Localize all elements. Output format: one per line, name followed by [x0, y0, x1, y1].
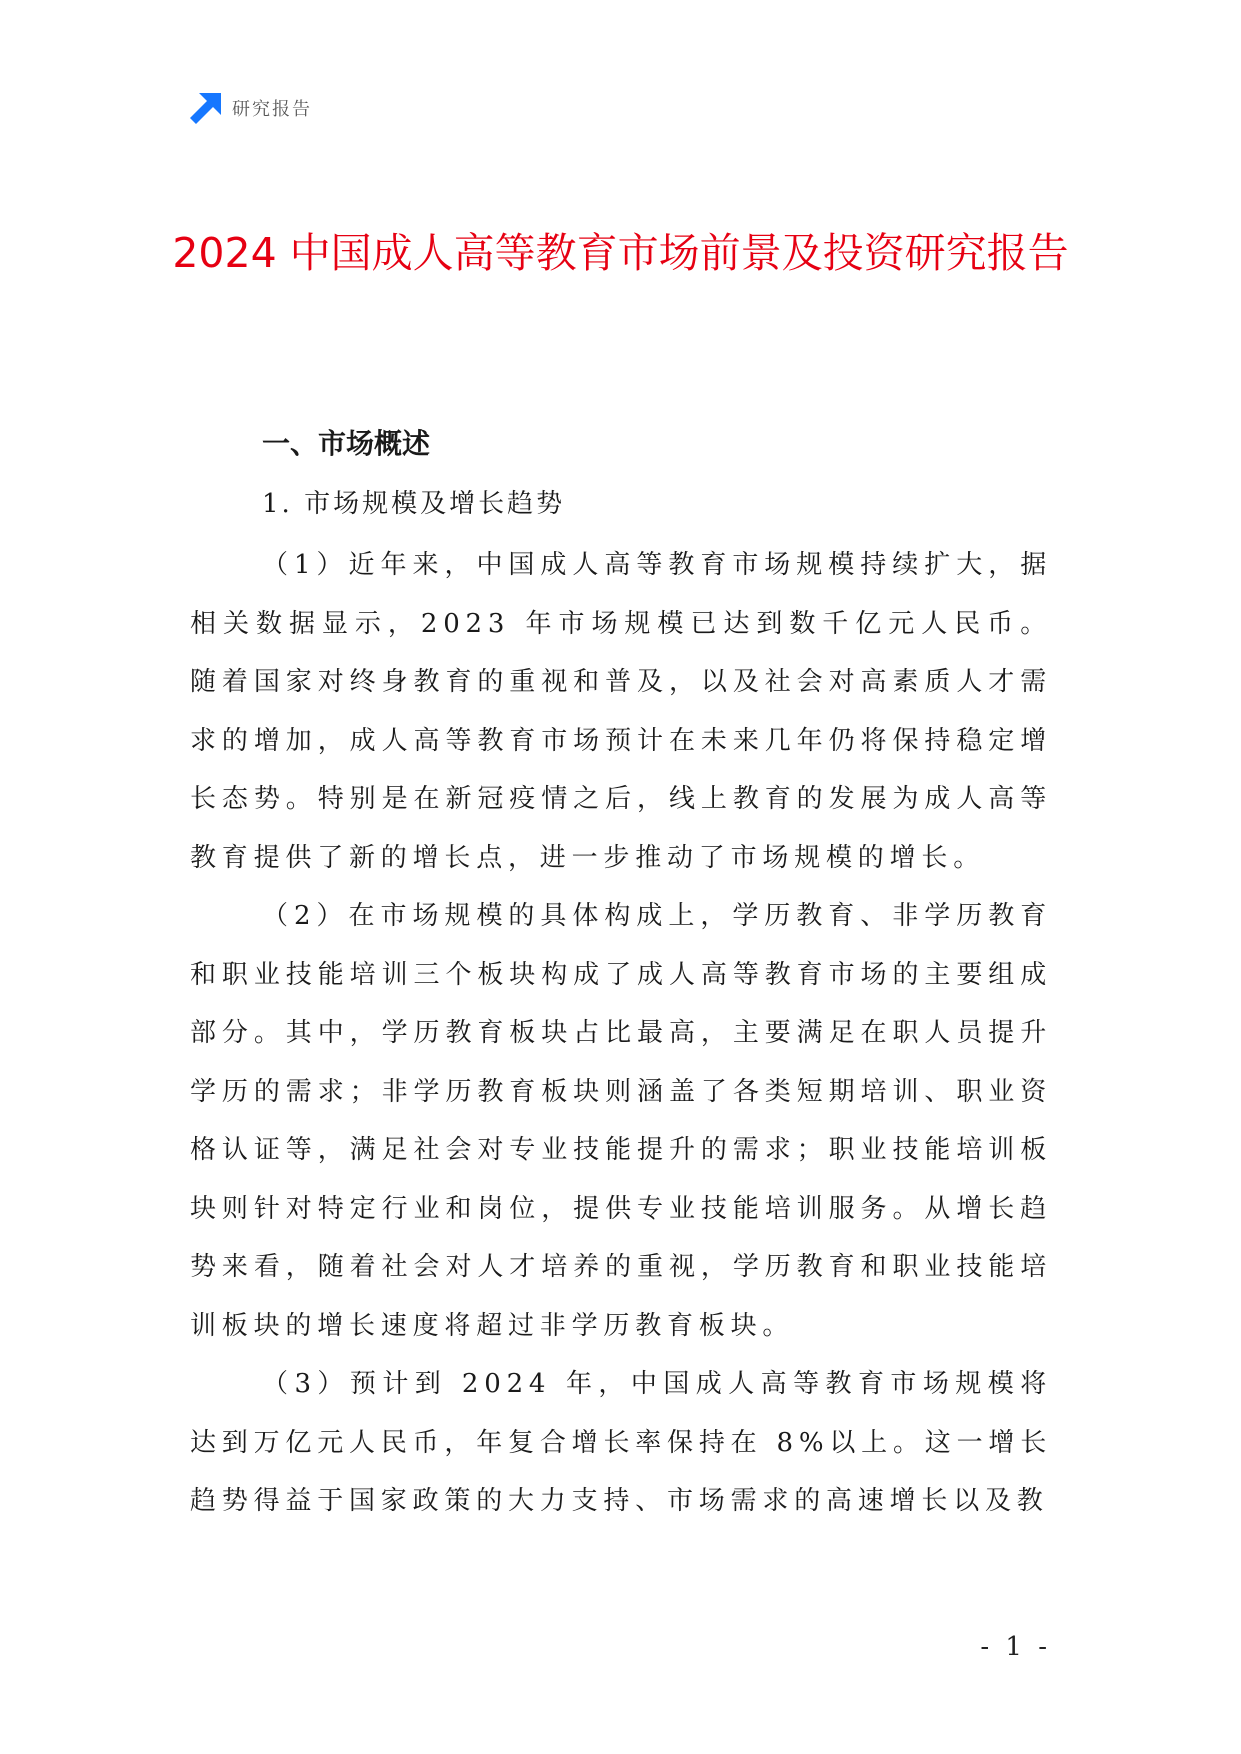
paragraph-2: （2）在市场规模的具体构成上，学历教育、非学历教育和职业技能培训三个板块构成了成人高等教育市场的主要组成部分。其中，学历教育板块占比最高，主要满足在职人员提升学历的需求；非学历教育板块则涵盖了各类短期培训、职业资格认证等，满足社会对专业技能提升的需求；职业技能培训板块则针对特定行业和岗位，提供专业技能培训服务。从增长趋势来看，随着社会对人才培养的重视，学历教育和职业技能培训板块的增长速度将超过非学历教育板块。: [190, 901, 1052, 1341]
report-header: [190, 92, 312, 124]
page-number: - 1 -: [980, 1632, 1051, 1662]
paragraph-3: （3）预计到 2024 年，中国成人高等教育市场规模将达到万亿元人民币，年复合增长率保持在 8%以上。这一增长趋势得益于国家政策的大力支持、市场需求的高速增长以及教: [190, 1369, 1052, 1516]
paragraph-1: （1）近年来，中国成人高等教育市场规模持续扩大，据相关数据显示，2023 年市场规模已达到数千亿元人民币。随着国家对终身教育的重视和普及，以及社会对高素质人才需求的增加，成人高等教育市场预计在未来几年仍将保持稳定增长态势。特别是在新冠疫情之后，线上教育的发展为成人高等教育提供了新的增长点，进一步推动了市场规模的增长。: [190, 550, 1052, 873]
section-heading: 一、市场概述: [262, 427, 431, 460]
document-body: [190, 418, 1052, 1531]
header-label: 研究报告: [232, 99, 312, 120]
document-title: 2024 中国成人高等教育市场前景及投资研究报告: [172, 229, 1069, 277]
subsection-heading: 1. 市场规模及增长趋势: [262, 489, 566, 519]
arrow-up-right-icon: [190, 92, 222, 124]
